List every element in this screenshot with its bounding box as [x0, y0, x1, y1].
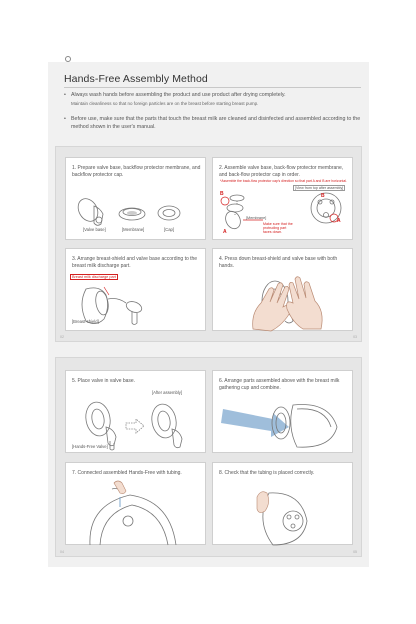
mark-a: A	[223, 229, 227, 235]
valve-base-label: [Valve base]	[83, 227, 106, 232]
bullet-dot: •	[64, 116, 66, 122]
page-title: Hands-Free Assembly Method	[64, 73, 208, 85]
mark-b: B	[220, 191, 224, 197]
discharge-part-callout: Breast milk discharge part	[72, 275, 116, 279]
tubing-check-illustration	[213, 463, 354, 546]
steps-panel-1	[55, 146, 362, 342]
bullet-note: Maintain cleanliness so that no foreign particles are on the breast before starting breast pump.	[71, 100, 259, 106]
assembly-warning: *Assemble the back-flow protector cap's direction so that part A and B are horizontal.	[220, 179, 347, 183]
step-text: 6. Arrange parts assembled above with the breast milk gathering cup and combine.	[219, 378, 340, 391]
page-number-mark: 05	[353, 550, 357, 554]
step-text: 8. Check that the tubing is placed correctly.	[219, 470, 315, 476]
step-card-2	[212, 157, 353, 240]
page-number-mark: 03	[353, 335, 357, 339]
steps-panel-2	[55, 357, 362, 557]
step-text: 7. Connected assembled Hands-Free with tubing.	[72, 470, 182, 476]
step-text: 4. Press down breast-shield and valve base with both hands.	[219, 256, 338, 269]
page-number-mark: 02	[60, 335, 64, 339]
hands-free-valve-label: [Hands-Free Valve]	[72, 444, 108, 449]
breast-shield-label: [Breast-shield]	[72, 319, 99, 324]
step-text: 3. Arrange breast-shield and valve base according to the breast milk discharge part.	[72, 256, 198, 269]
step-card-5	[65, 370, 206, 453]
instruction-bullet-1	[64, 92, 364, 107]
press-hands-illustration	[213, 249, 354, 332]
page-number-mark: 04	[60, 550, 64, 554]
step-card-1	[65, 157, 206, 240]
step-text: 2. Assemble valve base, back-flow protector membrane, and back-flow protector cap in order.	[219, 165, 344, 178]
instruction-bullet-2	[64, 116, 364, 131]
protrusion-note: Make sure that the protruding part faces down.	[263, 222, 293, 235]
membrane-label: [Membrane]	[122, 227, 145, 232]
step-text: 1. Prepare valve base, backflow protector membrane, and backflow protector cap.	[72, 165, 201, 178]
mark-a-top: A	[337, 218, 341, 224]
cup-combine-illustration	[213, 371, 354, 454]
bullet-text: Before use, make sure that the parts that touch the breast milk are cleaned and disinfected and assembled according to the method shown in the user's manual.	[71, 116, 361, 130]
after-assembly-label: [After assembly]	[152, 390, 183, 395]
step-card-7	[65, 462, 206, 545]
top-view-label: [View from top after assembly]	[295, 186, 344, 190]
step-text: 5. Place valve in valve base.	[72, 378, 136, 384]
step-card-8	[212, 462, 353, 545]
bullet-dot: •	[64, 92, 66, 98]
step-card-4	[212, 248, 353, 331]
step-card-3	[65, 248, 206, 331]
tubing-connect-illustration	[66, 463, 207, 546]
mark-b-top: B	[321, 193, 325, 199]
cap-label: [Cap]	[164, 227, 175, 232]
membrane-part-label: [Membrane]	[246, 216, 267, 220]
title-divider	[64, 87, 361, 88]
bullet-text: Always wash hands before assembling the product and use product after drying completely.	[71, 92, 286, 98]
valve-placement-illustration	[66, 371, 207, 454]
step-card-6	[212, 370, 353, 453]
